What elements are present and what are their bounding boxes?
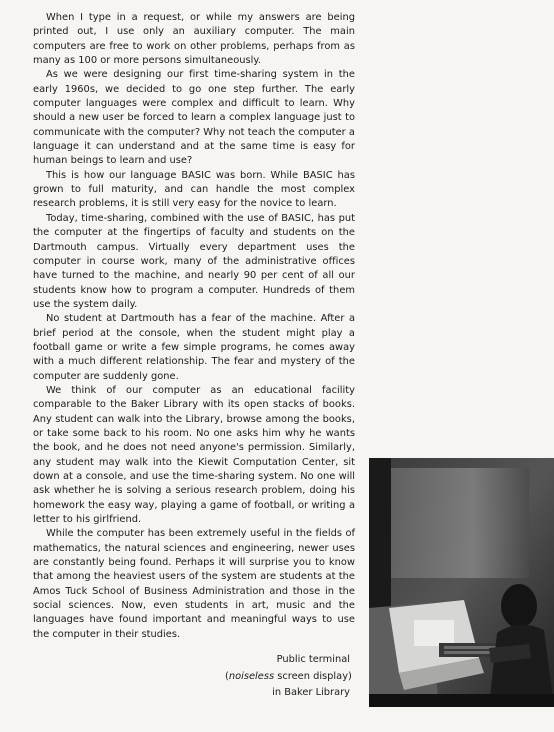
caption-line-2: [225, 669, 350, 686]
paragraph-4: Today, time-sharing, combined with the use of BASIC, has put the computer at the fingertips of faculty and students on the Dartmouth campus. Virtually every department uses the computer in course work, many of the administrative offices have turned to the machine, and nearly 90 per cent of all our students know how to program a computer. Hundreds of them use the system daily.: [33, 212, 355, 310]
paragraph-5: No student at Dartmouth has a fear of the machine. After a brief period at the console, when the student might play a football game or write a few simple programs, he comes away with a much different relationship. The fear and mystery of the computer are suddenly gone.: [33, 313, 355, 382]
article-body: [33, 11, 355, 642]
caption-line-3: in Baker Library: [272, 687, 350, 699]
photo-caption: [225, 652, 350, 702]
caption-line-1: Public terminal: [276, 654, 350, 665]
paragraph-2: As we were designing our first time-sharing system in the early 1960s, we decided to go one step further. The early computer languages were complex and difficult to learn. Why should a new user be forced to learn a complex language just to communicate with the computer? Why not teach the computer a language it can understand and at the same time is easy for human beings to learn and use?: [33, 69, 355, 167]
paragraph-3: This is how our language BASIC was born. While BASIC has grown to full maturity, and can handle the most complex research problems, it is still very easy for the novice to learn.: [33, 169, 355, 210]
paragraph-1: When I type in a request, or while my answers are being printed out, I use only an auxiliary computer. The main computers are free to work on other problems, perhaps from as many as 100 or more persons simultaneously.: [33, 12, 355, 67]
paragraph-7: While the computer has been extremely useful in the fields of mathematics, the natural sciences and engineering, newer uses are constantly being found. Perhaps it will surprise you to know that among the heaviest users of the system are students at the Amos Tuck School of Business Administration and those in the social sciences. Now, even students in art, music and the languages have found important and meaningful ways to use the computer in their studies.: [33, 528, 355, 640]
caption-open-paren: (: [225, 670, 229, 682]
caption-italic-word: noiseless: [228, 670, 275, 682]
paragraph-6: We think of our computer as an educational facility comparable to the Baker Library with its open stacks of books. Any student can walk into the Library, browse among the books, or take some back to his room. No one asks him why he wants the book, and he does not need anyone's permission. Similarly, any student may walk into the Kiewit Computation Center, sit down at a console, and use the time-sharing system. No one will ask whether he is solving a serious research problem, doing his homework the easy way, playing a game of football, or writing a letter to his girlfriend.: [33, 384, 355, 526]
caption-line-2-rest: screen display): [277, 670, 352, 682]
terminal-photo: [369, 458, 554, 707]
